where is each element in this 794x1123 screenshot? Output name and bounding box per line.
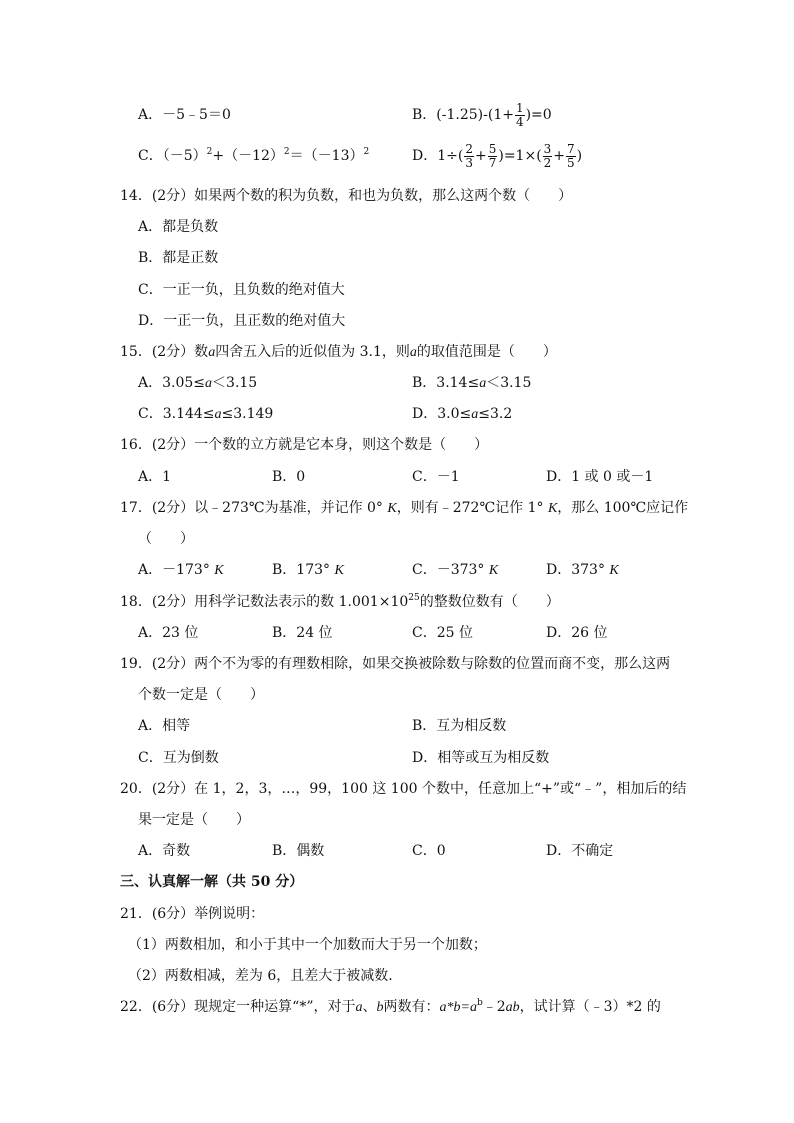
q14-option-b: B．都是正数 <box>138 250 219 266</box>
q19-stem: 19．(2分）两个不为零的有理数相除，如果交换被除数与除数的位置而商不变，那么这两 <box>120 656 671 672</box>
q17-option-b <box>272 561 344 580</box>
option-text: (-1.25)-(1+ <box>436 107 514 123</box>
option-text: A．－173° <box>138 562 210 578</box>
q15-option-b <box>412 374 531 393</box>
option-text: ≤3.149 <box>221 406 274 422</box>
stem-text: 的整数位数有（ ） <box>419 594 560 610</box>
option-text: D．373° <box>546 562 605 578</box>
option-label: D． <box>412 148 438 164</box>
q20-option-c: C．0 <box>412 843 446 859</box>
variable: K <box>387 501 397 516</box>
q16-stem: 16．(2分）一个数的立方就是它本身，则这个数是（ ） <box>120 437 489 453</box>
variable: a <box>471 407 479 422</box>
numerator: 2 <box>465 141 473 156</box>
numerator: 1 <box>515 100 524 115</box>
variable: K <box>609 563 619 578</box>
option-text: )=0 <box>525 107 552 123</box>
exponent: b <box>476 998 483 1008</box>
option-text: ) <box>576 148 583 164</box>
q19-option-a: A．相等 <box>138 718 191 734</box>
q18-option-a: A．23 位 <box>138 625 199 641</box>
variable: a <box>208 345 216 360</box>
q21-stem: 21．(6分）举例说明： <box>120 906 265 922</box>
q20-stem: 20．(2分）在 1，2，3，…，99，100 这 100 个数中，任意加上“+”或“﹣”，相加后的结 <box>120 781 687 797</box>
q20-stem-line2: 果一定是（ ） <box>138 812 250 828</box>
option-label: B． <box>412 375 437 391</box>
q14-option-a: A．都是负数 <box>138 219 219 235</box>
stem-text: 22．(6分）现规定一种运算“*”，对于 <box>120 999 356 1015</box>
q20-option-a: A．奇数 <box>138 843 191 859</box>
q19-stem-line2: 个数一定是（ ） <box>138 687 264 703</box>
variable: ab <box>505 1000 520 1015</box>
option-text: ≤3.2 <box>478 406 513 422</box>
stem-text: 四舍五入后的近似值为 3.1，则 <box>215 344 410 360</box>
stem-text: 的取值范围是（ ） <box>416 344 557 360</box>
q16-option-b: B．0 <box>272 469 306 485</box>
exponent: 2 <box>206 147 213 157</box>
exponent: 2 <box>283 147 290 157</box>
q17-option-a <box>138 561 224 580</box>
denominator: 3 <box>465 155 473 170</box>
option-text: + <box>474 148 487 164</box>
option-text: －5﹣5＝0 <box>162 107 231 123</box>
q13-option-d <box>412 139 582 173</box>
option-text: ＝（－13） <box>289 148 364 164</box>
q19-option-c: C．互为倒数 <box>138 750 219 766</box>
stem-text: 17．(2分）以﹣273℃为基准，并记作 0° <box>120 500 383 516</box>
q16-option-c: C．－1 <box>412 469 460 485</box>
fraction <box>566 143 576 170</box>
stem-text: ﹣2 <box>482 999 506 1015</box>
stem-text: ，那么 100℃应记作 <box>557 500 689 516</box>
option-label: A． <box>138 375 163 391</box>
section-heading: 三、认真解一解（共 50 分） <box>120 874 304 890</box>
option-text: B．173° <box>272 562 331 578</box>
stem-text: 两数有： <box>383 999 440 1015</box>
q14-option-c: C．一正一负，且负数的绝对值大 <box>138 282 345 298</box>
fraction <box>543 143 553 170</box>
q15-option-c <box>138 405 273 424</box>
numerator: 7 <box>567 141 575 156</box>
option-text: 1÷( <box>437 148 464 164</box>
q22-stem <box>120 998 661 1017</box>
denominator: 5 <box>567 155 575 170</box>
option-text: )=1×( <box>498 148 542 164</box>
stem-text: ，试计算（﹣3）*2 的 <box>519 999 661 1015</box>
q18-option-c: C．25 位 <box>412 625 473 641</box>
exponent: 2 <box>363 147 370 157</box>
q13-option-c <box>138 147 369 165</box>
option-text: 3.05≤ <box>162 375 206 391</box>
q13-option-b <box>412 98 552 132</box>
option-text: C．－373° <box>412 562 485 578</box>
q13-option-a <box>138 106 231 124</box>
fraction <box>515 102 525 129</box>
q14-option-d: D．一正一负，且正数的绝对值大 <box>138 313 346 329</box>
denominator: 4 <box>515 114 524 129</box>
q19-option-d: D．相等或互为相反数 <box>412 750 550 766</box>
variable: a <box>355 1000 363 1015</box>
q17-option-d <box>546 561 619 580</box>
numerator: 5 <box>488 141 497 156</box>
q21-sub2: （2）两数相减，差为 6，且差大于被减数. <box>128 968 393 984</box>
option-label: B． <box>412 107 437 123</box>
q16-option-d: D．1 或 0 或－1 <box>546 469 654 485</box>
stem-text: 、 <box>362 999 377 1015</box>
variable: K <box>547 501 558 516</box>
variable: a <box>479 376 487 391</box>
option-text: +（－12） <box>212 148 284 164</box>
stem-text: ，则有﹣272℃记作 1° <box>396 500 544 516</box>
q20-option-d: D．不确定 <box>546 843 614 859</box>
exponent: 25 <box>408 593 420 603</box>
q17-stem <box>120 499 688 518</box>
option-label: A． <box>138 107 163 123</box>
variable: K <box>214 563 224 578</box>
stem-text: 15．(2分）数 <box>120 344 209 360</box>
formula: a*b=a <box>439 1000 477 1015</box>
variable: a <box>409 345 417 360</box>
option-text: 3.14≤ <box>436 375 480 391</box>
option-text: ＜3.15 <box>486 375 532 391</box>
option-text: 3.144≤ <box>162 406 215 422</box>
q16-option-a: A．1 <box>138 469 172 485</box>
variable: K <box>334 563 344 578</box>
denominator: 7 <box>488 155 497 170</box>
numerator: 3 <box>543 141 552 156</box>
variable: b <box>376 1000 384 1015</box>
option-text: ＜3.15 <box>212 375 258 391</box>
option-text: + <box>553 148 566 164</box>
q18-stem <box>120 593 560 611</box>
q18-option-b: B．24 位 <box>272 625 333 641</box>
q19-option-b: B．互为相反数 <box>412 718 507 734</box>
variable: K <box>488 563 499 578</box>
denominator: 2 <box>543 155 552 170</box>
q15-option-d <box>412 405 512 424</box>
option-label: C． <box>138 148 163 164</box>
fraction <box>488 143 498 170</box>
q17-option-c <box>412 561 498 580</box>
variable: a <box>214 407 222 422</box>
q15-option-a <box>138 374 257 393</box>
fraction <box>464 143 474 170</box>
q17-stem-line2: （ ） <box>138 531 194 547</box>
q21-sub1: （1）两数相加，和小于其中一个加数而大于另一个加数； <box>128 937 487 953</box>
q20-option-b: B．偶数 <box>272 843 325 859</box>
option-label: C． <box>138 406 163 422</box>
stem-text: 18．(2分）用科学记数法表示的数 1.001×10 <box>120 594 409 610</box>
q15-stem <box>120 343 557 362</box>
option-label: D． <box>412 406 438 422</box>
q14-stem: 14．(2分）如果两个数的积为负数，和也为负数，那么这两个数（ ） <box>120 188 573 204</box>
option-text: （－5） <box>162 148 207 164</box>
q18-option-d: D．26 位 <box>546 625 608 641</box>
variable: a <box>205 376 213 391</box>
option-text: 3.0≤ <box>437 406 472 422</box>
